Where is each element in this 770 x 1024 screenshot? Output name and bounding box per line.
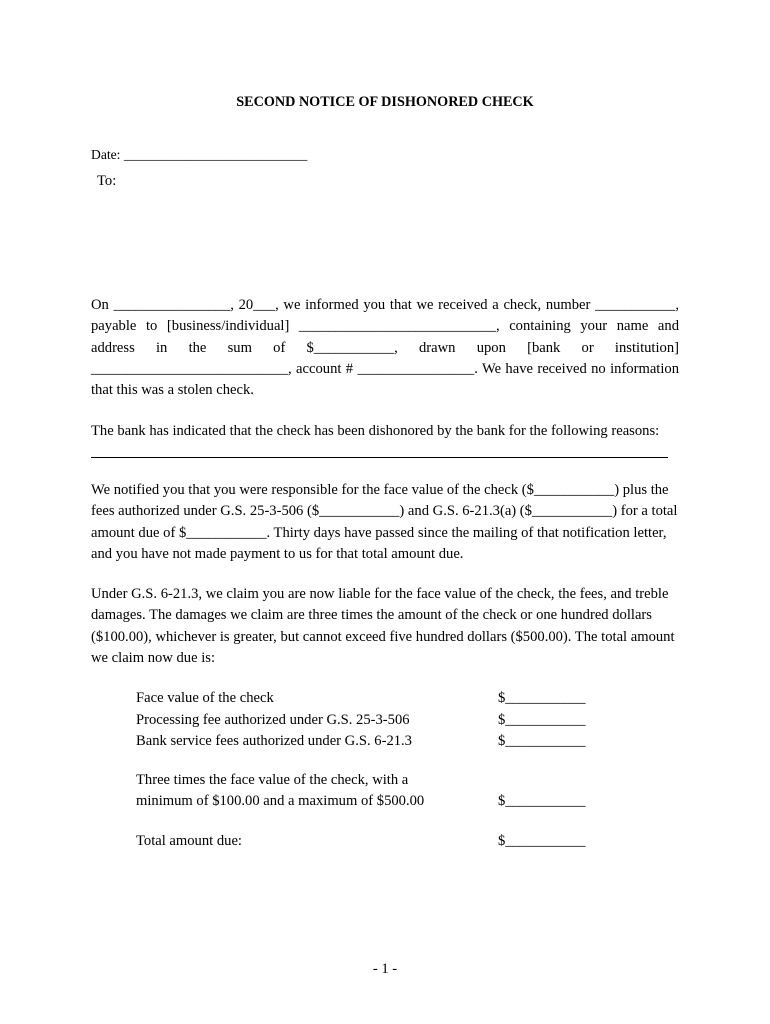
item-amount-face-value: $___________: [498, 690, 586, 706]
item-label-bank-fees: Bank service fees authorized under G.S. 6-21.3: [136, 733, 412, 749]
item-label-face-value: Face value of the check: [136, 690, 274, 706]
paragraph-prior-notification: We notified you that you were responsible for the face value of the check ($___________) plus the fees authorized under G.S. 25-3-506 ($___________) and G.S. 6-21.3(a) ($___________) for a total amount due of $___________. Thirty days have passed since the mailing of that notification letter, and you have not made payment to us for that total amount due.: [91, 482, 678, 562]
date-line: Date: ___________________________: [91, 147, 308, 162]
item-amount-total: $___________: [498, 833, 586, 849]
reasons-blank-line: [91, 457, 668, 458]
page-number: - 1 -: [372, 961, 398, 977]
item-label-processing-fee: Processing fee authorized under G.S. 25-3-506: [136, 712, 410, 728]
paragraph-notice: On ________________, 20___, we informed you that we received a check, number ___________, payable to [business/individual] ___________________________, containing your name and address in the sum of $___________, drawn upon [bank or institution] ___________________________, account # ________________. We have received no information that this was a stolen check.: [91, 297, 679, 399]
item-amount-treble: $___________: [498, 793, 586, 809]
item-label-total: Total amount due:: [136, 833, 242, 849]
item-label-treble-line1: Three times the face value of the check, with a: [136, 772, 409, 788]
item-amount-processing-fee: $___________: [498, 712, 586, 728]
document-title: SECOND NOTICE OF DISHONORED CHECK: [236, 94, 534, 110]
to-line: To:: [97, 173, 117, 189]
item-amount-bank-fees: $___________: [498, 733, 586, 749]
paragraph-treble-damages: Under G.S. 6-21.3, we claim you are now liable for the face value of the check, the fees, and treble damages. The damages we claim are three times the amount of the check or one hundred dollars ($100.00), whichever is greater, but cannot exceed five hundred dollars ($500.00). The total amount we claim now due is:: [91, 586, 675, 666]
paragraph-dishonor-reasons: The bank has indicated that the check has been dishonored by the bank for the following reasons:: [91, 423, 660, 439]
item-label-treble-line2: minimum of $100.00 and a maximum of $500.00: [136, 793, 425, 809]
